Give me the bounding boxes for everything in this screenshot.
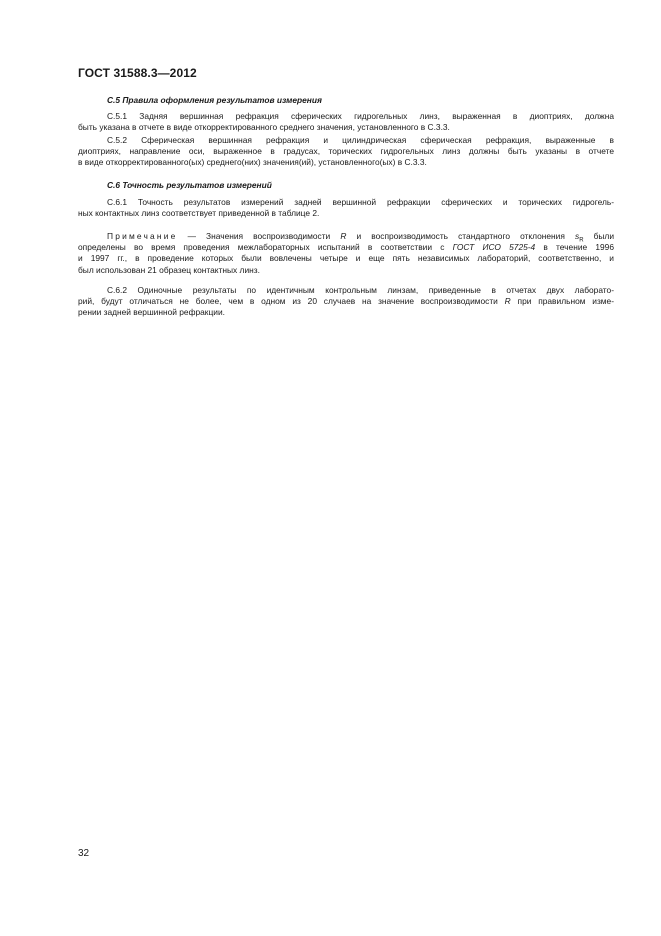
page-number: 32 [78, 848, 90, 859]
symbol-subscript-R: R [579, 237, 584, 243]
paragraph-line: диоптриях, направление оси, выраженное в градусах, торических гидрогельных линз должны быть указаны в отчете [78, 146, 614, 157]
paragraph-line: ных контактных линз соответствует приведенной в таблице 2. [78, 208, 320, 219]
note-dash: — [177, 231, 207, 241]
paragraph-c6-2 [78, 285, 614, 319]
paragraph-line: С.6.2 Одиночные результаты по идентичным контрольным линзам, приведенные в отчетах двух лаборато- [107, 285, 614, 295]
paragraph-line [78, 231, 614, 242]
paragraph-line [78, 242, 614, 253]
paragraph-text: рий, будут отличаться не более, чем в одном из 20 случаев на значение воспроизводимости [78, 296, 505, 307]
paragraph-line: и 1997 гг., в проведение которых были вовлечены четыре и еще пять независимых лабораторий, соответственно, и [78, 253, 614, 264]
symbol-R: R [340, 231, 347, 241]
note-text: и воспроизводимость стандартного отклонения [346, 231, 575, 241]
symbol-s: s [575, 231, 580, 241]
paragraph-c5-2 [78, 135, 614, 169]
section-c5-heading: С.5 Правила оформления результатов измерения [107, 95, 322, 105]
note-label: Примечание [107, 231, 178, 241]
paragraph-line: в виде откорректированного(ых) среднего(них) значения(ий), установленного(ых) в С.3.3. [78, 157, 427, 168]
paragraph-line: рении задней вершинной рефракции. [78, 307, 225, 318]
note-text: Значения воспроизводимости [206, 231, 341, 241]
paragraph-line: С.6.1 Точность результатов измерений задней вершинной рефракции сферических и торических гидрогель- [107, 197, 614, 207]
paragraph-line: быть указана в отчете в виде откорректированного среднего значения, установленного в С.3.3. [78, 122, 450, 133]
note-text: были [583, 231, 614, 241]
paragraph-line [78, 296, 614, 307]
note-paragraph [78, 231, 614, 276]
paragraph-text: при правильном изме- [510, 296, 614, 307]
paragraph-c6-1 [78, 197, 614, 219]
standard-reference: ГОСТ ИСО 5725-4 [452, 242, 536, 253]
paragraph-line: С.5.1 Задняя вершинная рефракция сферических гидрогельных линз, выраженная в диоптриях, должна [107, 111, 614, 121]
note-text: в течение 1996 [535, 242, 614, 253]
paragraph-line: был использован 21 образец контактных линз. [78, 264, 260, 275]
paragraph-c5-1 [78, 111, 614, 133]
note-text: определены во время проведения межлабораторных испытаний в соответствии с [78, 242, 453, 253]
symbol-R: R [504, 296, 511, 307]
paragraph-line: С.5.2 Сферическая вершинная рефракция и цилиндрическая сферическая рефракция, выраженные в [107, 135, 614, 145]
document-header: ГОСТ 31588.3—2012 [78, 66, 197, 80]
section-c6-heading: С.6 Точность результатов измерений [107, 180, 272, 190]
